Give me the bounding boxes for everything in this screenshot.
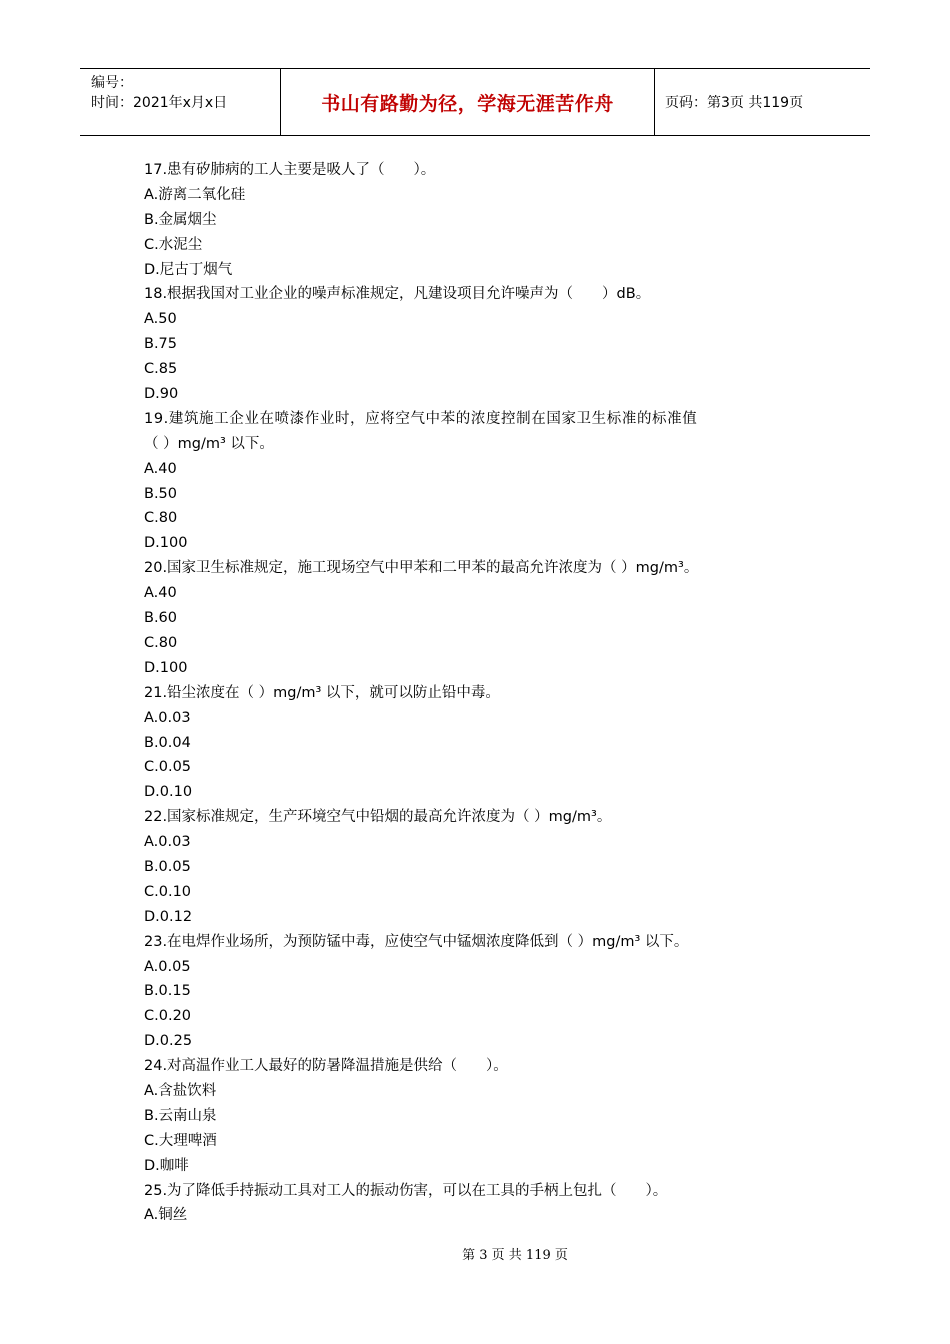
option-22a: A.0.03 — [144, 834, 191, 851]
option-22b: B.0.05 — [144, 858, 191, 875]
option-23b: B.0.15 — [144, 983, 191, 1000]
page-footer — [0, 1244, 950, 1263]
option-25a: A.铜丝 — [144, 1207, 188, 1224]
serial-label: 编号： — [91, 75, 133, 91]
option-20d: D.100 — [144, 659, 188, 676]
question-20: 20.国家卫生标准规定，施工现场空气中甲苯和二甲苯的最高允许浓度为（ ）mg/m³。 — [144, 560, 699, 577]
question-21: 21.铅尘浓度在（ ）mg/m³ 以下，就可以防止铅中毒。 — [144, 684, 500, 701]
header-motto-cell — [281, 69, 655, 135]
option-23d: D.0.25 — [144, 1033, 193, 1050]
option-20a: A.40 — [144, 585, 177, 602]
option-17d: D.尼古丁烟气 — [144, 261, 233, 278]
date-label: 时间：2021年x月x日 — [91, 95, 228, 111]
option-21d: D.0.10 — [144, 784, 193, 801]
option-17c: C.水泥尘 — [144, 236, 203, 253]
option-19d: D.100 — [144, 535, 188, 552]
question-23: 23.在电焊作业场所，为预防锰中毒，应使空气中锰烟浓度降低到（ ）mg/m³ 以下。 — [144, 933, 689, 950]
option-24d: D.咖啡 — [144, 1157, 189, 1174]
question-list — [144, 158, 814, 1228]
question-19-continued: （ ）mg/m³ 以下。 — [144, 435, 274, 452]
page-header — [80, 68, 870, 136]
footer-page-number: 第 3 页 共 119 页 — [462, 1248, 568, 1263]
option-24c: C.大理啤酒 — [144, 1132, 217, 1149]
option-17b: B.金属烟尘 — [144, 211, 217, 228]
option-18c: C.85 — [144, 361, 178, 378]
question-22: 22.国家标准规定，生产环境空气中铅烟的最高允许浓度为（ ）mg/m³。 — [144, 809, 612, 826]
option-18a: A.50 — [144, 311, 177, 328]
option-23c: C.0.20 — [144, 1008, 192, 1025]
option-17a: A.游离二氧化硅 — [144, 186, 246, 203]
option-24b: B.云南山泉 — [144, 1107, 217, 1124]
header-meta-cell — [80, 69, 281, 135]
option-18d: D.90 — [144, 386, 179, 403]
option-19a: A.40 — [144, 460, 177, 477]
motto-text: 书山有路勤为径，学海无涯苦作舟 — [321, 92, 614, 115]
question-24: 24.对高温作业工人最好的防暑降温措施是供给（ ）。 — [144, 1058, 508, 1075]
question-18: 18.根据我国对工业企业的噪声标准规定，凡建设项目允许噪声为（ ）dB。 — [144, 286, 651, 303]
option-18b: B.75 — [144, 336, 178, 353]
option-22c: C.0.10 — [144, 883, 192, 900]
question-25: 25.为了降低手持振动工具对工人的振动伤害，可以在工具的手柄上包扎（ ）。 — [144, 1182, 668, 1199]
option-21c: C.0.05 — [144, 759, 192, 776]
question-19: 19.建筑施工企业在喷漆作业时，应将空气中苯的浓度控制在国家卫生标准的标准值 — [144, 410, 698, 427]
option-19c: C.80 — [144, 510, 178, 527]
option-19b: B.50 — [144, 485, 178, 502]
option-20b: B.60 — [144, 610, 178, 627]
option-23a: A.0.05 — [144, 958, 191, 975]
header-page-cell — [655, 69, 870, 135]
option-22d: D.0.12 — [144, 908, 193, 925]
header-page-info: 页码：第3页 共119页 — [665, 95, 804, 111]
option-20c: C.80 — [144, 634, 178, 651]
question-17: 17.患有矽肺病的工人主要是吸人了（ ）。 — [144, 162, 436, 178]
option-21a: A.0.03 — [144, 709, 191, 726]
option-21b: B.0.04 — [144, 734, 191, 751]
option-24a: A.含盐饮料 — [144, 1082, 217, 1099]
